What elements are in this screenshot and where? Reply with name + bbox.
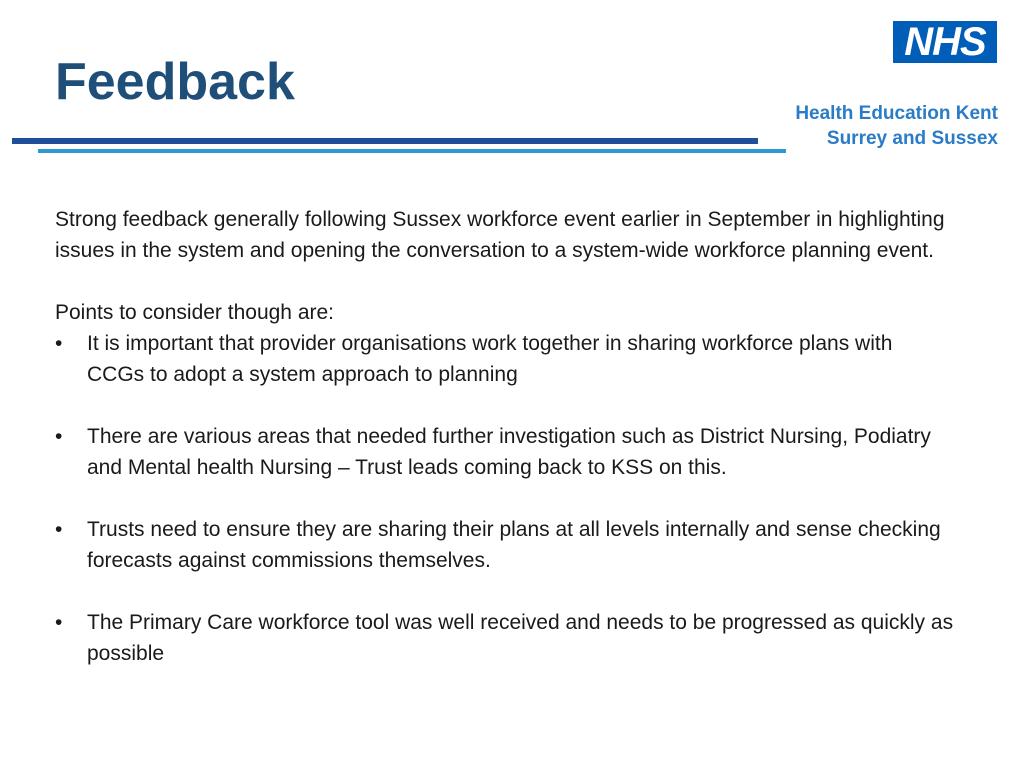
points-heading: Points to consider though are: bbox=[55, 301, 335, 324]
bullet-text: The Primary Care workforce tool was well received and needs to be progressed as quickly as possible bbox=[87, 611, 954, 665]
organisation-name-line-2: Surrey and Sussex bbox=[826, 128, 998, 149]
page-title: Feedback bbox=[55, 53, 295, 111]
bullet-item bbox=[55, 514, 955, 576]
title-divider-dark bbox=[12, 138, 758, 144]
bullet-item bbox=[55, 328, 955, 390]
bullet-text: There are various areas that needed further investigation such as District Nursing, Podiatry and Mental health Nursing – Trust leads coming back to KSS on this. bbox=[87, 425, 931, 479]
bullet-item bbox=[55, 421, 955, 483]
organisation-name-line-1: Health Education Kent bbox=[795, 103, 998, 124]
bullet-text: Trusts need to ensure they are sharing their plans at all levels internally and sense checking forecasts against commissions themselves. bbox=[87, 518, 941, 572]
bullet-item bbox=[55, 607, 955, 669]
bullet-icon: • bbox=[55, 332, 63, 355]
slide-body bbox=[55, 204, 955, 669]
title-divider-light bbox=[38, 149, 786, 153]
spacer bbox=[55, 483, 955, 514]
nhs-logo: NHS bbox=[893, 21, 997, 63]
spacer bbox=[55, 390, 955, 421]
intro-paragraph: Strong feedback generally following Sussex workforce event earlier in September in highlighting issues in the system and opening the conversation to a system-wide workforce planning event. bbox=[55, 208, 945, 262]
bullet-icon: • bbox=[55, 425, 63, 448]
spacer bbox=[55, 576, 955, 607]
bullet-icon: • bbox=[55, 518, 63, 541]
bullet-icon: • bbox=[55, 611, 63, 634]
bullet-text: It is important that provider organisations work together in sharing workforce plans with CCGs to adopt a system approach to planning bbox=[87, 332, 893, 386]
spacer bbox=[55, 266, 955, 297]
organisation-name bbox=[795, 101, 998, 151]
